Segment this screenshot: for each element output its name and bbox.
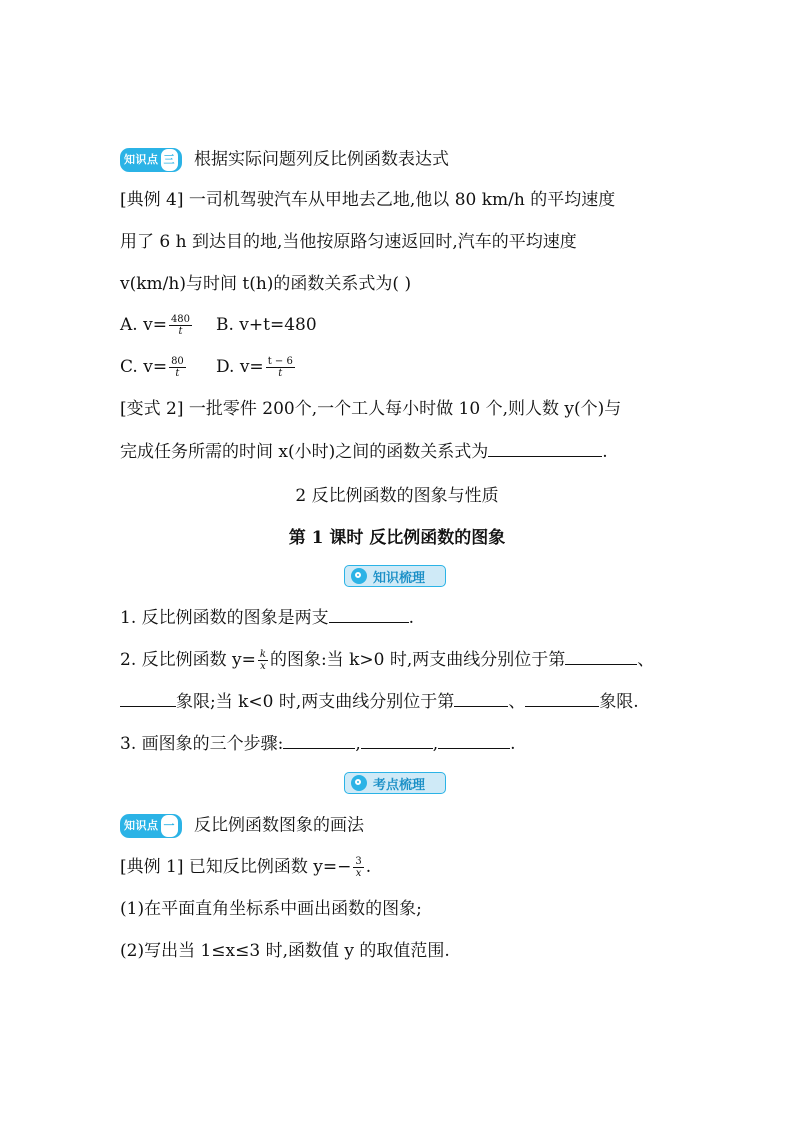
fraction: $\frac{80}{t}$ <box>171 356 184 379</box>
example4-line1: [典例 4] 一司机驾驶汽车从甲地去乙地,他以 80 km/h 的平均速度 <box>120 190 616 210</box>
answer-blank[interactable] <box>329 606 409 623</box>
answer-blank[interactable] <box>361 732 433 749</box>
circle-icon <box>351 775 367 791</box>
example1-question-1: (1)在平面直角坐标系中画出函数的图象; <box>120 899 422 919</box>
example4-line2: 用了 6 h 到达目的地,当他按原路匀速返回时,汽车的平均速度 <box>120 232 577 252</box>
fraction: $\frac{480}{t}$ <box>170 314 191 337</box>
knowledge-point-badge: 知识点 三 <box>120 148 182 172</box>
example4-line3: v(km/h)与时间 t(h)的函数关系式为( ) <box>120 274 412 294</box>
fraction: $\frac{k}{x}$ <box>259 649 266 672</box>
variant2-line2: 完成任务所需的时间 x(小时)之间的函数关系式为 . <box>120 442 608 462</box>
answer-blank[interactable] <box>438 732 510 749</box>
answer-blank[interactable] <box>283 732 355 749</box>
section-title: 根据实际问题列反比例函数表达式 <box>194 149 449 170</box>
knowledge-item-1: 1. 反比例函数的图象是两支 . <box>120 608 415 628</box>
knowledge-item-3: 3. 画图象的三个步骤: , , . <box>120 734 516 754</box>
example4-options-row1 <box>120 314 317 337</box>
example1-question-2: (2)写出当 1≤x≤3 时,函数值 y 的取值范围. <box>120 941 450 961</box>
answer-blank[interactable] <box>454 690 508 707</box>
exam-points-banner: 考点梳理 <box>344 772 446 794</box>
chapter-title: 2 反比例函数的图象与性质 <box>295 486 499 506</box>
example1-line1: [典例 1] 已知反比例函数 y=− $\frac{3}{x}$ . <box>120 856 372 879</box>
fraction: $\frac{t - 6}{t}$ <box>267 356 293 379</box>
answer-blank[interactable] <box>488 440 602 457</box>
section-title: 反比例函数图象的画法 <box>194 815 364 836</box>
answer-blank[interactable] <box>525 690 599 707</box>
option-b: B. v+t=480 <box>216 315 317 335</box>
option-c: C. v= $\frac{80}{t}$ <box>120 356 184 379</box>
option-a: A. v= $\frac{480}{t}$ <box>120 314 191 337</box>
answer-blank[interactable] <box>120 690 176 707</box>
variant2-line1: [变式 2] 一批零件 200个,一个工人每小时做 10 个,则人数 y(个)与 <box>120 399 622 419</box>
fraction: $\frac{3}{x}$ <box>355 856 362 879</box>
knowledge-point-badge: 知识点 一 <box>120 814 182 838</box>
section-heading-3 <box>120 148 449 172</box>
option-d: D. v= $\frac{t - 6}{t}$ <box>216 356 293 379</box>
section-heading-1 <box>120 814 364 838</box>
answer-blank[interactable] <box>565 648 637 665</box>
knowledge-item-2: 2. 反比例函数 y= $\frac{k}{x}$ 的图象:当 k>0 时,两支曲线分别位于第 、 <box>120 649 655 672</box>
circle-icon <box>351 568 367 584</box>
knowledge-review-banner: 知识梳理 <box>344 565 446 587</box>
knowledge-item-2-cont: 象限;当 k<0 时,两支曲线分别位于第 、 象限. <box>120 690 639 713</box>
lesson-title: 第 1 课时 反比例函数的图象 <box>288 528 506 548</box>
example4-options-row2 <box>120 356 297 379</box>
